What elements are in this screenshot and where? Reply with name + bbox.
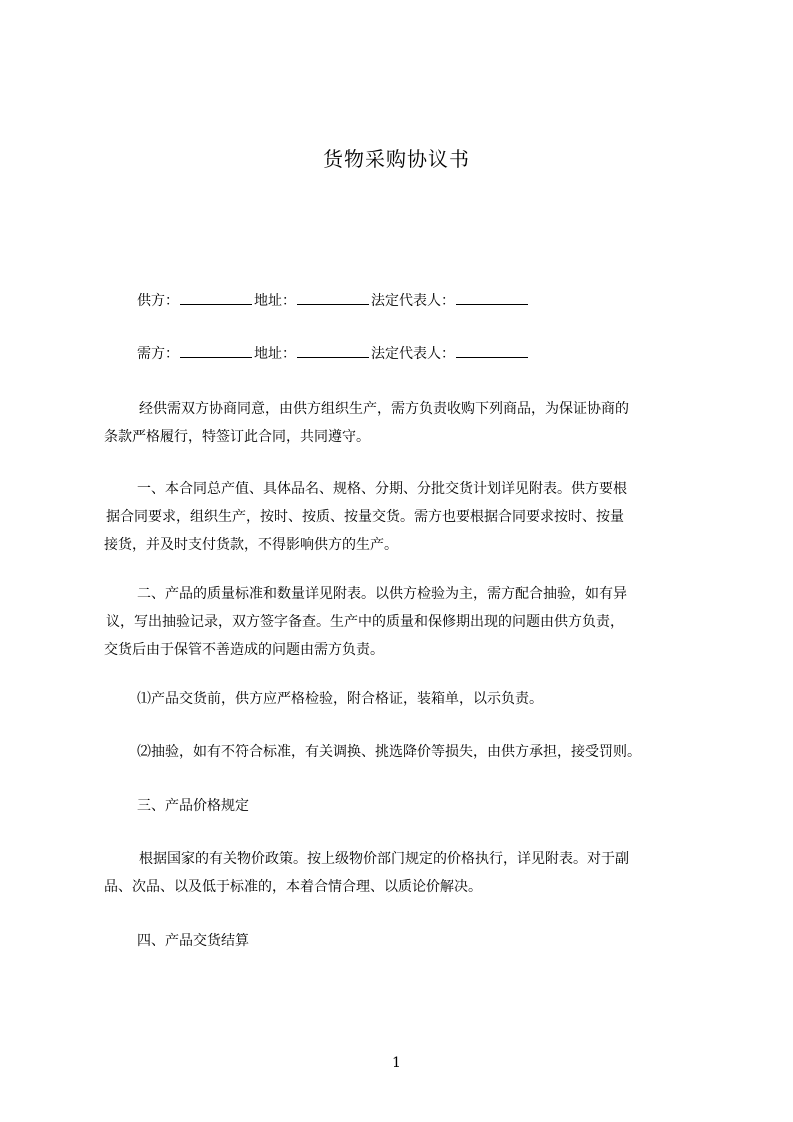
paragraph-line: 接货，并及时支付货款，不得影响供方的生产。 <box>104 537 398 553</box>
item-1-paragraph <box>104 685 744 713</box>
intro-paragraph <box>104 395 714 451</box>
clause-3-paragraph <box>104 845 714 901</box>
buyer-name-blank <box>180 343 252 358</box>
paragraph-line: ⑵抽验，如有不符合标准，有关调换、挑选降价等损失，由供方承担，接受罚则。 <box>137 744 641 760</box>
clause-3-heading <box>104 792 714 820</box>
page-number: 1 <box>392 1055 401 1071</box>
supplier-name-blank <box>180 290 252 305</box>
supplier-address-label: 地址： <box>254 293 296 309</box>
clause-1-paragraph <box>104 475 714 559</box>
buyer-label: 需方： <box>137 346 179 362</box>
paragraph-line: 二、产品的质量标准和数量详见附表。以供方检验为主，需方配合抽验，如有异 <box>137 586 627 602</box>
supplier-address-blank <box>297 290 369 305</box>
paragraph-line: 根据国家的有关物价政策。按上级物价部门规定的价格执行，详见附表。对于副 <box>139 851 629 867</box>
clause-4-heading <box>104 927 714 955</box>
buyer-address-blank <box>297 343 369 358</box>
supplier-label: 供方： <box>137 293 179 309</box>
document-title: 货物采购协议书 <box>323 147 470 171</box>
paragraph-line: ⑴产品交货前，供方应严格检验，附合格证，装箱单，以示负责。 <box>137 691 543 707</box>
buyer-rep-label: 法定代表人： <box>371 346 455 362</box>
paragraph-line: 经供需双方协商同意，由供方组织生产，需方负责收购下列商品，为保证协商的 <box>139 401 629 417</box>
paragraph-line: 议，写出抽验记录，双方签字备查。生产中的质量和保修期出现的问题由供方负责， <box>106 614 624 630</box>
paragraph-line: 品、次品、以及低于标准的，本着合情合理、以质论价解决。 <box>104 879 482 895</box>
clause-2-paragraph <box>104 580 714 664</box>
section-heading: 四、产品交货结算 <box>137 933 249 949</box>
supplier-line <box>137 290 530 311</box>
section-heading: 三、产品价格规定 <box>137 798 249 814</box>
paragraph-line: 条款严格履行，特签订此合同，共同遵守。 <box>104 429 370 445</box>
buyer-line <box>137 343 530 364</box>
buyer-address-label: 地址： <box>254 346 296 362</box>
item-2-paragraph <box>104 738 744 766</box>
paragraph-line: 一、本合同总产值、具体品名、规格、分期、分批交货计划详见附表。供方要根 <box>137 481 627 497</box>
supplier-rep-blank <box>456 290 528 305</box>
buyer-rep-blank <box>456 343 528 358</box>
paragraph-line: 交货后由于保管不善造成的问题由需方负责。 <box>104 642 384 658</box>
paragraph-line: 据合同要求，组织生产，按时、按质、按量交货。需方也要根据合同要求按时、按量 <box>106 509 624 525</box>
supplier-rep-label: 法定代表人： <box>371 293 455 309</box>
